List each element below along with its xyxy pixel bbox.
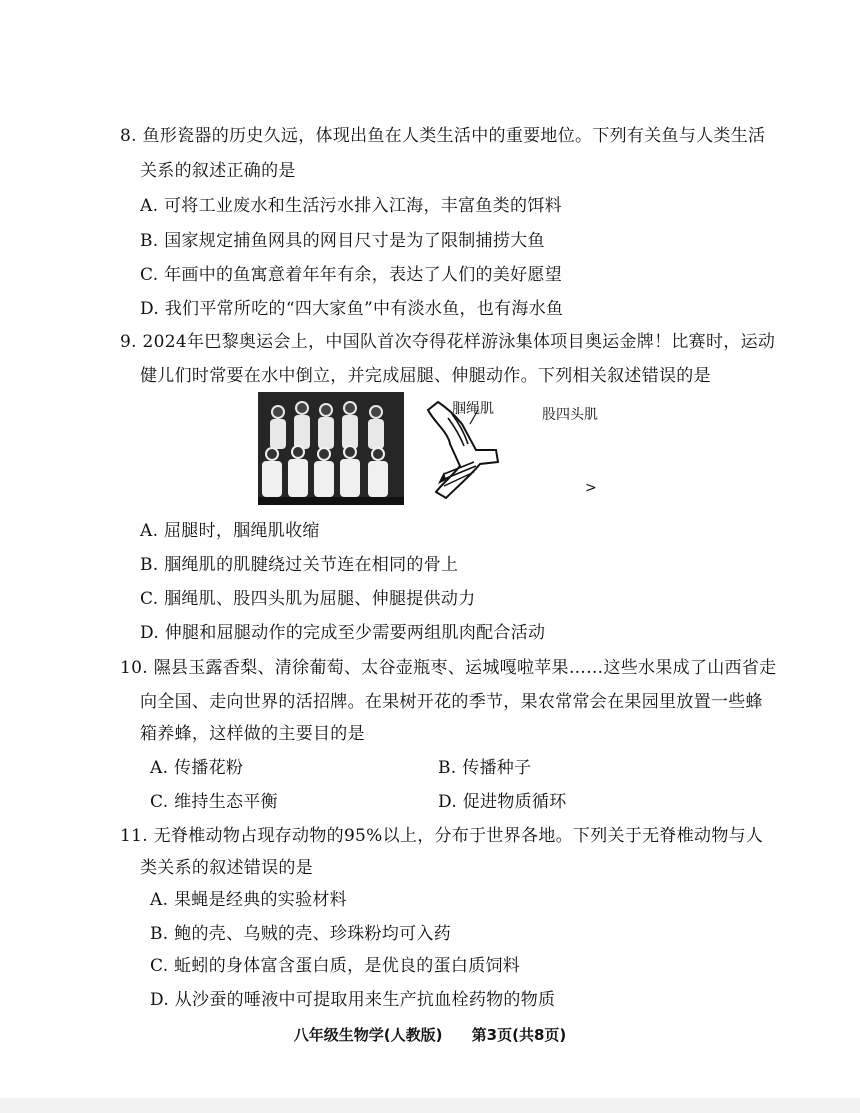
team-photo (258, 392, 404, 505)
q8-option-c: C. 年画中的鱼寓意着年年有余，表达了人们的美好愿望 (140, 265, 563, 285)
q11-option-d: D. 从沙蚕的唾液中可提取用来生产抗血栓药物的物质 (150, 990, 556, 1010)
q11-option-c: C. 蚯蚓的身体富含蛋白质，是优良的蛋白质饲料 (150, 956, 521, 976)
q8-stem-line2: 关系的叙述正确的是 (140, 161, 296, 181)
q10-stem-line3: 箱养蜂，这样做的主要目的是 (140, 724, 365, 744)
q11-stem-line1: 11. 无脊椎动物占现存动物的95%以上，分布于世界各地。下列关于无脊椎动物与人 (120, 826, 764, 846)
page-footer (0, 1024, 860, 1045)
footer-subject: 八年级生物学(人教版) (293, 1026, 443, 1044)
q9-stem-line1: 9. 2024年巴黎奥运会上，中国队首次夺得花样游泳集体项目奥运金牌！比赛时，运动 (120, 332, 776, 352)
q10-option-b: B. 传播种子 (438, 758, 532, 778)
q9-stem-line2: 健儿们时常要在水中倒立，并完成屈腿、伸腿动作。下列相关叙述错误的是 (140, 366, 711, 386)
q8-option-a: A. 可将工业废水和生活污水排入江海，丰富鱼类的饵料 (140, 196, 562, 216)
q11-stem-line2: 类关系的叙述错误的是 (140, 858, 313, 878)
q10-option-c: C. 维持生态平衡 (150, 792, 278, 812)
q9-option-d: D. 伸腿和屈腿动作的完成至少需要两组肌肉配合活动 (140, 623, 546, 643)
q10-option-a: A. 传播花粉 (150, 758, 244, 778)
q11-option-a: A. 果蝇是经典的实验材料 (150, 890, 347, 910)
q10-stem-line1: 10. 隰县玉露香梨、清徐葡萄、太谷壶瓶枣、运城嘎啦苹果……这些水果成了山西省走 (120, 658, 777, 678)
q8-stem-line1: 8. 鱼形瓷器的历史久远，体现出鱼在人类生活中的重要地位。下列有关鱼与人类生活 (120, 126, 766, 146)
label-quadriceps: 股四头肌 (542, 407, 598, 423)
q9-option-c: C. 腘绳肌、股四头肌为屈腿、伸腿提供动力 (140, 589, 476, 609)
q9-option-b: B. 腘绳肌的肌腱绕过关节连在相同的骨上 (140, 555, 459, 575)
scan-bottom-edge (0, 1098, 860, 1113)
q10-option-d: D. 促进物质循环 (438, 792, 567, 812)
q8-option-d: D. 我们平常所吃的“四大家鱼”中有淡水鱼，也有海水鱼 (140, 299, 564, 319)
q9-option-a: A. 屈腿时，腘绳肌收缩 (140, 521, 320, 541)
q11-option-b: B. 鲍的壳、乌贼的壳、珍珠粉均可入药 (150, 924, 451, 944)
label-hamstring: 腘绳肌 (452, 401, 494, 417)
q10-stem-line2: 向全国、走向世界的活招牌。在果树开花的季节，果农常常会在果园里放置一些蜂 (140, 692, 763, 712)
diagram-marker: > (585, 480, 597, 496)
footer-page-number: 第3页(共8页) (471, 1026, 567, 1044)
leg-muscle-diagram (420, 392, 620, 512)
q8-option-b: B. 国家规定捕鱼网具的网目尺寸是为了限制捕捞大鱼 (140, 231, 545, 251)
